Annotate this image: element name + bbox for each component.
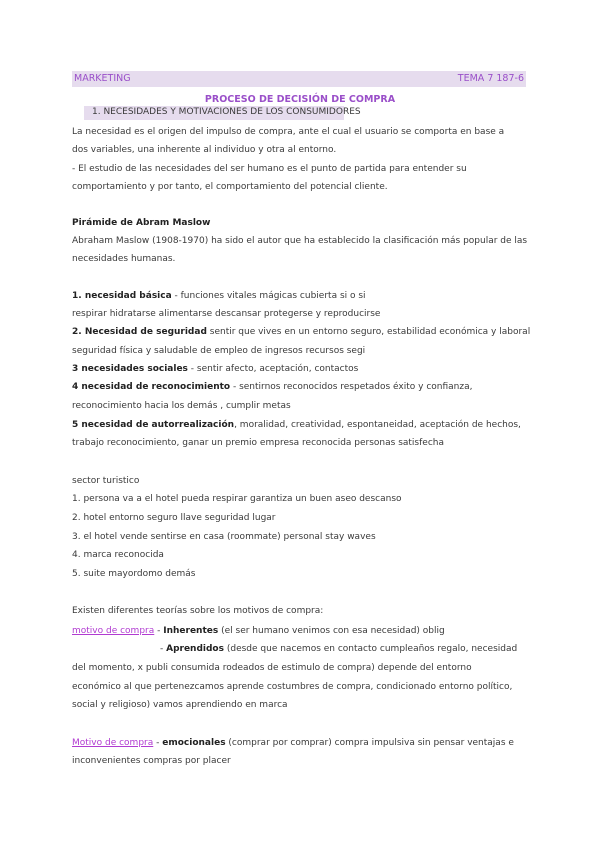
need-3-label: 3 necesidades sociales	[72, 364, 188, 374]
need-2-text: sentir que vives en un entorno seguro, estabilidad económica y laboral	[206, 327, 531, 337]
maslow-line-2: necesidades humanas.	[72, 254, 176, 264]
inherent-text: (el ser humano venimos con esa necesidad) oblig	[218, 626, 445, 636]
intro-line-1: La necesidad es el origen del impulso de compra, ante el cual el usuario se comporta en base a	[72, 127, 505, 137]
maslow-line-1: Abraham Maslow (1908-1970) ha sido el autor que ha establecido la clasificación más popular de las	[72, 236, 528, 246]
header-subject: MARKETING	[74, 73, 131, 84]
page-header	[72, 71, 526, 87]
emotional-text: (comprar por comprar) compra impulsiva sin pensar ventajas e	[225, 738, 514, 748]
tourism-item: 4. marca reconocida	[72, 550, 164, 560]
emotional-cont: inconvenientes compras por placer	[72, 756, 231, 766]
need-1	[72, 291, 366, 301]
need-4-label: 4 necesidad de reconocimiento	[72, 382, 231, 392]
learned-label: Aprendidos	[166, 644, 224, 654]
need-4	[72, 382, 472, 392]
intro-line-3: - El estudio de las necesidades del ser humano es el punto de partida para entender su	[72, 164, 467, 174]
tourism-item: 3. el hotel vende sentirse en casa (roommate) personal stay waves	[72, 532, 376, 542]
inherent-label: Inherentes	[163, 626, 219, 636]
need-2-cont: seguridad física y saludable de empleo de ingresos recursos segi	[72, 346, 366, 356]
tourism-item: 5. suite mayordomo demás	[72, 569, 196, 579]
header-topic: TEMA 7 187-6	[457, 73, 524, 84]
intro-line-2: dos variables, una inherente al individuo y otra al entorno.	[72, 145, 337, 155]
tourism-heading: sector turistico	[72, 476, 140, 486]
emotional-label: emocionales	[162, 738, 226, 748]
need-1-text: - funciones vitales mágicas cubierta si o si	[171, 291, 366, 301]
need-5-cont: trabajo reconocimiento, ganar un premio empresa reconocida personas satisfecha	[72, 438, 444, 448]
intro-line-4: comportamiento y por tanto, el comportamiento del potencial cliente.	[72, 182, 388, 192]
learned-cont-3: social y religioso) vamos aprendiendo en marca	[72, 700, 288, 710]
motive-link[interactable]: Motivo de compra	[72, 738, 154, 748]
motive-link[interactable]: motivo de compra	[72, 626, 155, 636]
learned-text: (desde que nacemos en contacto cumpleaños regalo, necesidad	[223, 644, 518, 654]
need-5	[72, 420, 521, 430]
maslow-heading: Pirámide de Abram Maslow	[72, 218, 211, 228]
need-1-label: 1. necesidad básica	[72, 291, 172, 301]
need-5-text: , moralidad, creatividad, espontaneidad, aceptación de hechos,	[234, 420, 521, 430]
need-3-text: - sentir afecto, aceptación, contactos	[187, 364, 359, 374]
learned-cont-2: económico al que pertenezcamos aprende costumbres de compra, condicionado entorno político,	[72, 682, 513, 692]
page-title: PROCESO DE DECISIÓN DE COMPRA	[204, 94, 396, 105]
tourism-item: 1. persona va a el hotel pueda respirar garantiza un buen aseo descanso	[72, 494, 402, 504]
motive-emotional: Motivo de compra - emocionales (comprar por comprar) compra impulsiva sin pensar ventajas e	[72, 738, 514, 748]
need-4-cont: reconocimiento hacia los demás , cumplir metas	[72, 401, 291, 411]
motive-learned: - Aprendidos (desde que nacemos en contacto cumpleaños regalo, necesidad	[160, 644, 518, 654]
need-1-cont: respirar hidratarse alimentarse descansar protegerse y reproducirse	[72, 309, 381, 319]
need-5-label: 5 necesidad de autorrealización	[72, 420, 235, 430]
need-3	[72, 364, 358, 374]
motive-inherent: motivo de compra - Inherentes (el ser humano venimos con esa necesidad) oblig	[72, 626, 445, 636]
tourism-item: 2. hotel entorno seguro llave seguridad lugar	[72, 513, 276, 523]
section-heading: 1. NECESIDADES Y MOTIVACIONES DE LOS CONSUMIDORES	[92, 107, 361, 117]
need-2	[72, 327, 530, 337]
motives-intro: Existen diferentes teorías sobre los motivos de compra:	[72, 606, 324, 616]
need-4-text: - sentirnos reconocidos respetados éxito y confianza,	[230, 382, 473, 392]
learned-cont-1: del momento, x publi consumida rodeados de estimulo de compra) depende del entorno	[72, 663, 472, 673]
need-2-label: 2. Necesidad de seguridad	[72, 327, 207, 337]
